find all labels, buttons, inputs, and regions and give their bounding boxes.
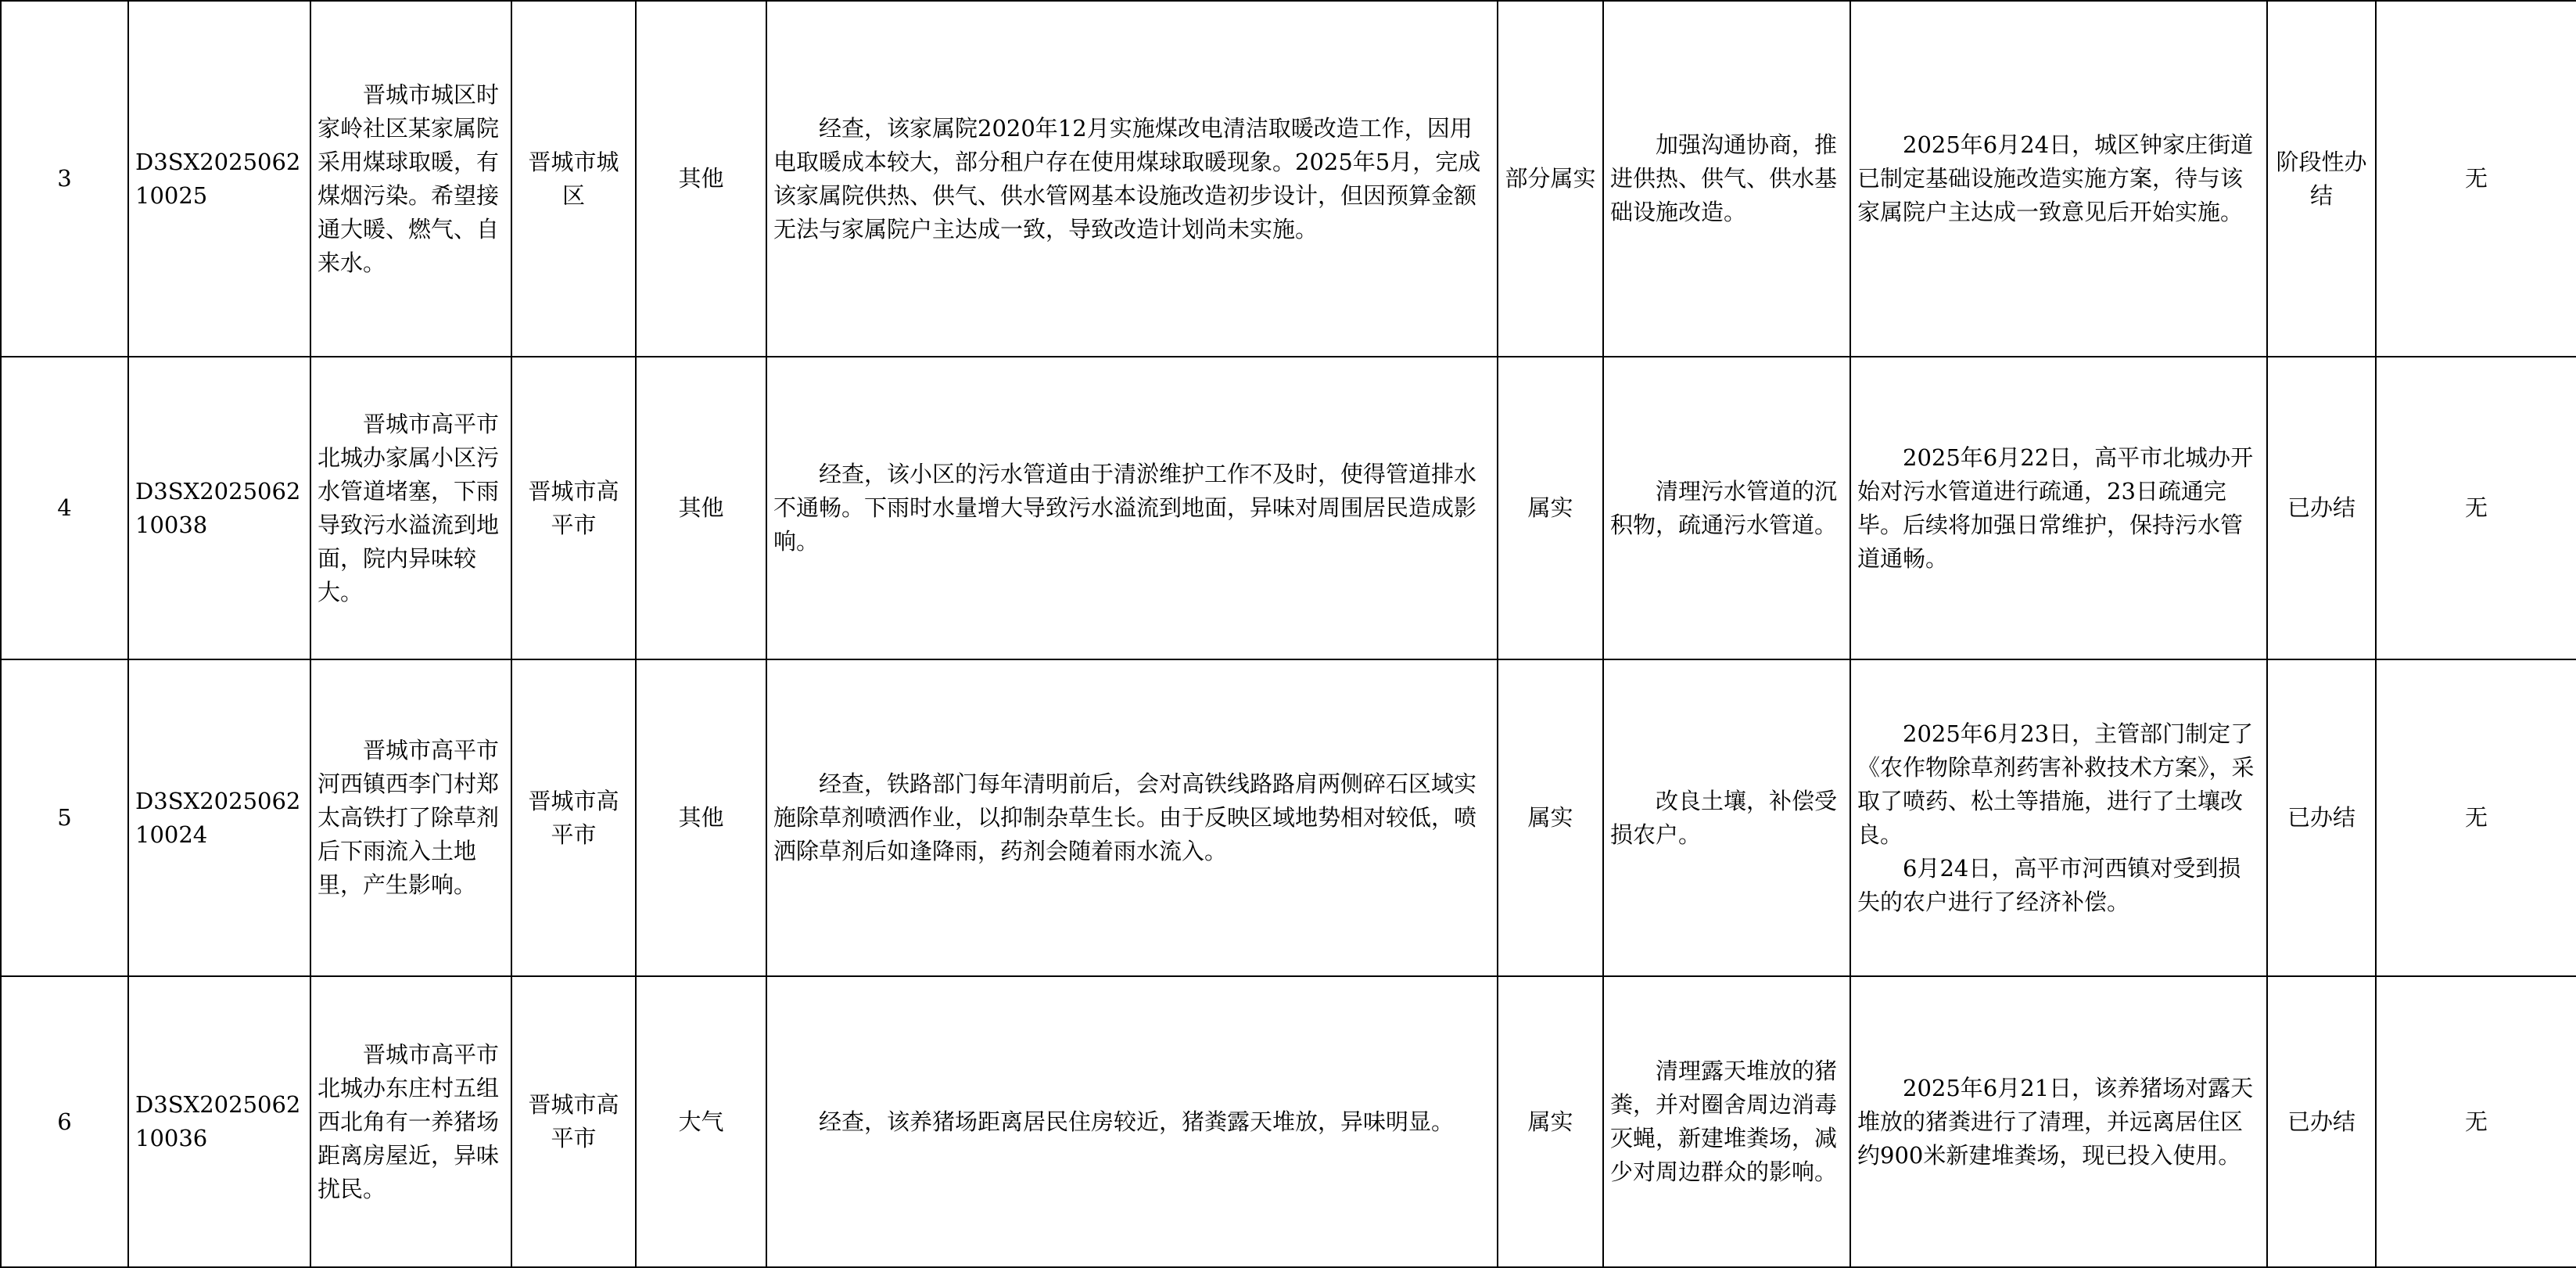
accountability: 无 <box>2376 357 2576 659</box>
investigation <box>766 659 1498 976</box>
measures <box>1603 1 1850 357</box>
measures-text: 清理污水管道的沉积物，疏通污水管道。 <box>1610 477 1838 538</box>
accountability: 无 <box>2376 659 2576 976</box>
investigation-text: 经查，该家属院2020年12月实施煤改电清洁取暖改造工作，因用电取暖成本较大，部分租户存在使用煤球取暖现象。2025年5月，完成该家属院供热、供气、供水管网基本设施改造初步设计，但因预算金额无法与家属院户主达成一致，导致改造计划尚未实施。 <box>773 114 1481 242</box>
verdict: 属实 <box>1498 357 1603 659</box>
row-index: 4 <box>1 357 128 659</box>
verdict: 属实 <box>1498 659 1603 976</box>
case-id: D3SX202506210038 <box>128 357 310 659</box>
measures <box>1603 357 1850 659</box>
pollution-type: 其他 <box>636 357 766 659</box>
outcome-extra-text: 6月24日，高平市河西镇对受到损失的农户进行了经济补偿。 <box>1857 854 2241 915</box>
outcome <box>1850 976 2267 1267</box>
status: 已办结 <box>2267 357 2376 659</box>
investigation-text: 经查，铁路部门每年清明前后，会对高铁线路路肩两侧碎石区域实施除草剂喷洒作业，以抑制杂草生长。由于反映区域地势相对较低，喷洒除草剂后如逢降雨，药剂会随着雨水流入。 <box>773 770 1477 864</box>
complaint-text: 晋城市高平市河西镇西李门村郑太高铁打了除草剂后下雨流入土地里，产生影响。 <box>318 737 500 898</box>
complaint-text: 晋城市高平市北城办家属小区污水管道堵塞，下雨导致污水溢流到地面，院内异味较大。 <box>318 410 500 605</box>
complaint-content <box>310 1 511 357</box>
outcome <box>1850 357 2267 659</box>
case-id: D3SX202506210024 <box>128 659 310 976</box>
row-index: 5 <box>1 659 128 976</box>
measures-text: 改良土壤，补偿受损农户。 <box>1610 787 1838 848</box>
complaint-content <box>310 357 511 659</box>
investigation <box>766 1 1498 357</box>
status: 已办结 <box>2267 659 2376 976</box>
location: 晋城市高平市 <box>511 659 636 976</box>
complaint-content <box>310 659 511 976</box>
measures <box>1603 976 1850 1267</box>
outcome-text: 2025年6月24日，城区钟家庄街道已制定基础设施改造实施方案，待与该家属院户主达成一致意见后开始实施。 <box>1857 131 2254 225</box>
investigation-text: 经查，该小区的污水管道由于清淤维护工作不及时，使得管道排水不通畅。下雨时水量增大导致污水溢流到地面，异味对周围居民造成影响。 <box>773 461 1477 555</box>
location: 晋城市城区 <box>511 1 636 357</box>
investigation <box>766 976 1498 1267</box>
measures <box>1603 659 1850 976</box>
table-row <box>1 357 2576 659</box>
case-id: D3SX202506210036 <box>128 976 310 1267</box>
outcome <box>1850 659 2267 976</box>
table-row <box>1 659 2576 976</box>
location: 晋城市高平市 <box>511 357 636 659</box>
measures-text: 加强沟通协商，推进供热、供气、供水基础设施改造。 <box>1610 131 1838 225</box>
investigation-text: 经查，该养猪场距离居民住房较近，猪粪露天堆放，异味明显。 <box>819 1108 1455 1135</box>
table-row <box>1 976 2576 1267</box>
table-row <box>1 1 2576 357</box>
pollution-type: 其他 <box>636 1 766 357</box>
location: 晋城市高平市 <box>511 976 636 1267</box>
outcome-text: 2025年6月21日，该养猪场对露天堆放的猪粪进行了清理，并远离居住区约900米新建堆粪场，现已投入使用。 <box>1857 1074 2254 1169</box>
row-index: 3 <box>1 1 128 357</box>
pollution-type: 大气 <box>636 976 766 1267</box>
outcome-text: 2025年6月23日，主管部门制定了《农作物除草剂药害补救技术方案》，采取了喷药、松土等措施，进行了土壤改良。 <box>1857 720 2255 848</box>
case-id: D3SX202506210025 <box>128 1 310 357</box>
status: 阶段性办结 <box>2267 1 2376 357</box>
accountability: 无 <box>2376 976 2576 1267</box>
outcome-text: 2025年6月22日，高平市北城办开始对污水管道进行疏通，23日疏通完毕。后续将加强日常维护，保持污水管道通畅。 <box>1857 444 2254 572</box>
complaint-text: 晋城市城区时家岭社区某家属院采用煤球取暖，有煤烟污染。希望接通大暖、燃气、自来水。 <box>318 81 500 276</box>
status: 已办结 <box>2267 976 2376 1267</box>
investigation <box>766 357 1498 659</box>
verdict: 部分属实 <box>1498 1 1603 357</box>
complaint-text: 晋城市高平市北城办东庄村五组西北角有一养猪场距离房屋近，异味扰民。 <box>318 1040 500 1202</box>
measures-text: 清理露天堆放的猪粪，并对圈舍周边消毒灭蝇，新建堆粪场，减少对周边群众的影响。 <box>1610 1058 1838 1185</box>
pollution-type: 其他 <box>636 659 766 976</box>
outcome <box>1850 1 2267 357</box>
complaint-content <box>310 976 511 1267</box>
row-index: 6 <box>1 976 128 1267</box>
verdict: 属实 <box>1498 976 1603 1267</box>
accountability: 无 <box>2376 1 2576 357</box>
